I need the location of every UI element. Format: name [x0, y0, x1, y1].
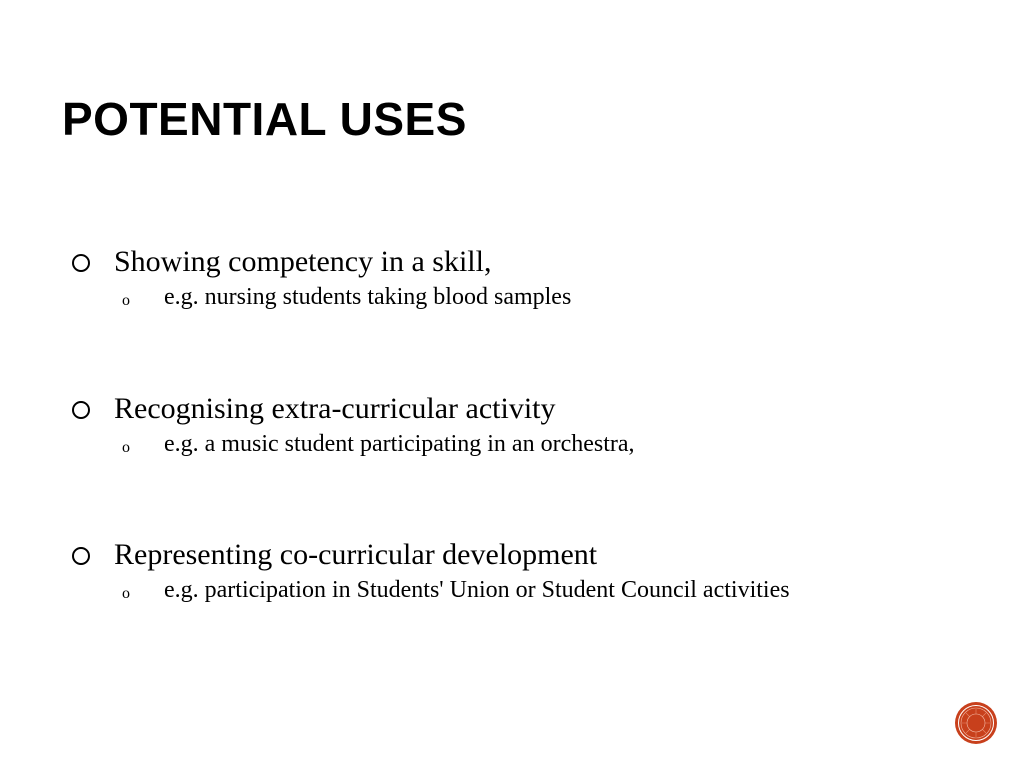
hollow-circle-bullet-icon [72, 401, 90, 419]
bullet-text: Recognising extra-curricular activity [114, 392, 556, 425]
sub-bullet-text: e.g. participation in Students' Union or Student Council activities [164, 577, 790, 603]
sub-bullet-marker: o [122, 585, 130, 602]
bullet-text: Showing competency in a skill, [114, 245, 492, 278]
slide-title: POTENTIAL USES [62, 93, 467, 145]
bullet-text: Representing co-curricular development [114, 538, 598, 571]
bullet-item [70, 537, 970, 609]
sub-bullet-text: e.g. a music student participating in an orchestra, [164, 431, 635, 457]
sub-bullet-marker: o [122, 292, 130, 309]
seal-logo-icon [954, 701, 998, 745]
hollow-circle-bullet-icon [72, 254, 90, 272]
hollow-circle-bullet-icon [72, 547, 90, 565]
bullet-item [70, 244, 970, 316]
sub-bullet-marker: o [122, 439, 130, 456]
sub-bullet-text: e.g. nursing students taking blood samples [164, 284, 572, 310]
bullet-item [70, 391, 970, 463]
